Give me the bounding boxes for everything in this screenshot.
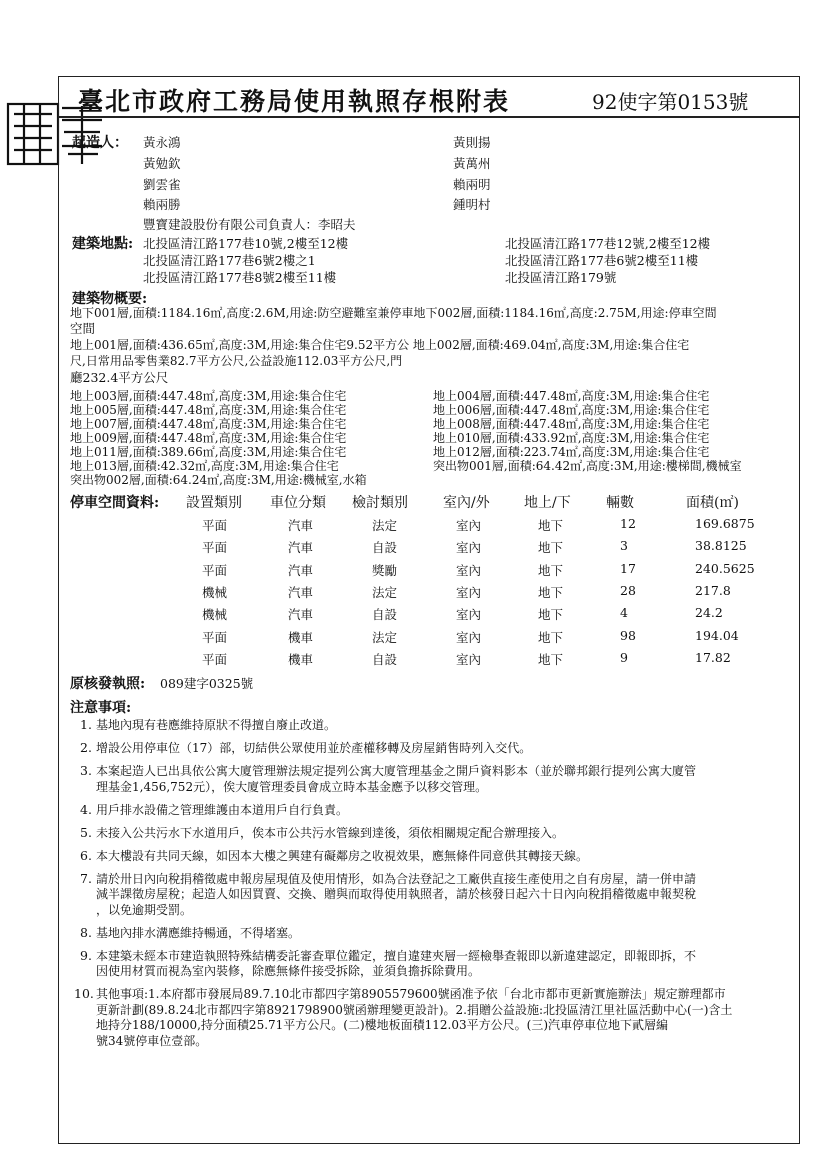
cell-area: 217.8 (695, 582, 731, 598)
cell-setup-type: 平面 (202, 540, 228, 556)
cell-area: 17.82 (695, 649, 731, 665)
floor-entry: 地上004層,面積:447.48㎡,高度:3M,用途:集合住宅 (433, 389, 710, 403)
note-number: 2. (80, 740, 92, 755)
cell-setup-type: 平面 (202, 562, 228, 578)
applicant-name: 黃則揚 (453, 135, 491, 150)
cell-above-below: 地下 (538, 651, 564, 667)
cell-indoor-outdoor: 室內 (456, 629, 482, 645)
cell-indoor-outdoor: 室內 (456, 518, 482, 533)
cell-count: 17 (620, 560, 636, 576)
basement-floors-line: 空間 (70, 321, 96, 336)
applicant-name: 黃萬州 (453, 156, 491, 171)
site-label: 建築地點: (72, 236, 134, 252)
note-text-line: 減半課徵房屋稅；起造人如因買賣、交換、贈與而取得使用執照者，請於核發日起六十日內向稅捐稽徵處申報契稅 (96, 887, 697, 901)
note-number: 8. (80, 924, 92, 940)
cell-area: 24.2 (695, 605, 723, 621)
cell-review-type: 法定 (372, 584, 398, 600)
site-address: 北投區清江路177巷10號,2樓至12樓 (143, 236, 349, 251)
note-number: 7. (80, 870, 92, 886)
cell-above-below: 地下 (538, 562, 564, 578)
note-text-line: 本大樓設有共同天線，如因本大樓之興建有礙鄰房之收視效果，應無條件同意供其轉接天線。 (96, 848, 589, 863)
floor-entry: 地上003層,面積:447.48㎡,高度:3M,用途:集合住宅 (70, 389, 347, 403)
cell-count: 4 (620, 605, 628, 621)
cell-setup-type: 平面 (202, 518, 228, 533)
parking-label: 停車空間資料: (70, 495, 160, 511)
parking-header: 設置類別 (186, 495, 242, 511)
note-text-line: 其他事項:1.本府都市發展局89.7.10北市都四字第8905579600號函准予依「台北市都市更新實施辦法」規定辦理都市 (96, 987, 726, 1001)
cell-count: 98 (620, 627, 636, 643)
floor-entry: 地上006層,面積:447.48㎡,高度:3M,用途:集合住宅 (433, 403, 710, 417)
cell-count: 9 (620, 649, 628, 665)
cell-count: 12 (620, 516, 636, 531)
note-number: 1. (80, 717, 92, 732)
floor-entry: 地上008層,面積:447.48㎡,高度:3M,用途:集合住宅 (433, 417, 710, 431)
note-number: 5. (80, 824, 92, 840)
cell-review-type: 自設 (372, 651, 398, 667)
cell-count: 3 (620, 538, 628, 554)
applicant-name: 鍾明村 (453, 197, 491, 212)
cell-indoor-outdoor: 室內 (456, 651, 482, 667)
original-permit-label: 原核發執照: (70, 676, 146, 692)
note-text-line: ，以免逾期受罰。 (96, 902, 193, 917)
floor-entry: 突出物001層,面積:64.42㎡,高度:3M,用途:樓梯間,機械室 (433, 459, 742, 473)
note-text-line: 未接入公共污水下水道用戶，俟本市公共污水管線到達後，須依相關規定配合辦理接入。 (96, 825, 565, 840)
cell-area: 240.5625 (695, 560, 755, 576)
cell-above-below: 地下 (538, 540, 564, 556)
note-text-line: 用戶排水設備之管理維護由本道用戶自行負責。 (96, 802, 349, 817)
note-text-line: 因使用材質而視為室內裝修，除應無條件接受拆除，並須負擔拆除費用。 (96, 964, 481, 978)
floor-entry: 地上013層,面積:42.32㎡,高度:3M,用途:集合住宅 (70, 459, 339, 473)
site-address: 北投區清江路177巷6號2樓之1 (143, 253, 316, 268)
cell-vehicle-type: 機車 (288, 651, 314, 667)
cell-above-below: 地下 (538, 518, 564, 533)
cell-count: 28 (620, 582, 636, 598)
applicant-name: 黃永鴻 (143, 135, 181, 150)
floor-entry: 地上012層,面積:223.74㎡,高度:3M,用途:集合住宅 (433, 445, 710, 459)
cell-setup-type: 機械 (202, 607, 228, 623)
site-address: 北投區清江路177巷12號,2樓至12樓 (505, 236, 711, 251)
floor-entry: 地上010層,面積:433.92㎡,高度:3M,用途:集合住宅 (433, 431, 710, 445)
floor-entry: 地上011層,面積:389.66㎡,高度:3M,用途:集合住宅 (70, 445, 347, 459)
parking-header: 輛數 (606, 495, 634, 511)
note-number: 3. (80, 763, 92, 778)
applicant-name: 賴兩勝 (143, 197, 181, 212)
note-text-line: 基地內排水溝應維持暢通，不得堵塞。 (96, 925, 301, 940)
cell-area: 169.6875 (695, 516, 755, 531)
site-address: 北投區清江路177巷6號2樓至11樓 (505, 253, 699, 268)
cell-review-type: 自設 (372, 540, 398, 556)
cell-area: 194.04 (695, 627, 739, 643)
cell-review-type: 獎勵 (372, 562, 398, 578)
floor-entry: 地上007層,面積:447.48㎡,高度:3M,用途:集合住宅 (70, 417, 347, 431)
applicant-name: 劉雲雀 (143, 177, 181, 192)
floor-entry: 地上005層,面積:447.48㎡,高度:3M,用途:集合住宅 (70, 403, 347, 417)
first-floor-line: 廳232.4平方公尺 (70, 370, 169, 385)
note-text-line: 地持分188/10000,持分面積25.71平方公尺。(二)樓地板面積112.03平方公尺。(三)汽車停車位地下貳層編 (96, 1018, 669, 1032)
note-number: 9. (80, 947, 92, 963)
cell-vehicle-type: 汽車 (288, 518, 314, 533)
note-text-line: 更新計劃(89.8.24北市都四字第8921798900號函辦理變更設計)。2.捐贈公益設施:北投區清江里社區活動中心(一)含土 (96, 1002, 733, 1017)
cell-above-below: 地下 (538, 629, 564, 645)
cell-indoor-outdoor: 室內 (456, 584, 482, 600)
cell-vehicle-type: 汽車 (288, 584, 314, 600)
permit-number: 92使字第0153號 (592, 90, 749, 114)
note-text-line: 請於卅日內向稅捐稽徵處申報房屋現值及使用情形，如為合法登記之工廠供直接生產使用之自有房屋，請一併申請 (96, 871, 697, 886)
note-number: 4. (80, 801, 92, 817)
note-number: 6. (80, 847, 92, 863)
document-title: 臺北市政府工務局使用執照存根附表 (78, 87, 511, 116)
cell-vehicle-type: 汽車 (288, 562, 314, 578)
applicant-label: 起造人： (72, 135, 128, 151)
applicant-name: 黃勉欽 (143, 156, 181, 171)
parking-header: 檢討類別 (352, 495, 408, 511)
applicant-company: 豐寶建設股份有限公司負責人：李昭夫 (143, 217, 356, 232)
cell-area: 38.8125 (695, 538, 747, 554)
basement-floors-line: 地下001層,面積:1184.16㎡,高度:2.6M,用途:防空避難室兼停車地下002層,面積:1184.16㎡,高度:2.75M,用途:停車空間 (70, 306, 717, 320)
original-permit-value: 089建字0325號 (160, 676, 254, 691)
floor-entry: 地上009層,面積:447.48㎡,高度:3M,用途:集合住宅 (70, 431, 347, 445)
cell-above-below: 地下 (538, 584, 564, 600)
parking-header: 地上/下 (524, 495, 571, 511)
note-text-line: 理基金1,456,752元），俟大廈管理委員會成立時本基金應予以移交管理。 (96, 779, 488, 794)
cell-vehicle-type: 機車 (288, 629, 314, 645)
applicant-name: 賴兩明 (453, 177, 491, 192)
cell-setup-type: 平面 (202, 651, 228, 667)
first-floor-line: 地上001層,面積:436.65㎡,高度:3M,用途:集合住宅9.52平方公 地上002層,面積:469.04㎡,高度:3M,用途:集合住宅 (70, 338, 690, 352)
cell-vehicle-type: 汽車 (288, 540, 314, 556)
note-number: 10. (74, 986, 94, 1001)
note-text-line: 號34號停車位壹部。 (96, 1033, 208, 1048)
parking-header: 面積(㎡) (686, 495, 739, 511)
note-text-line: 本建築未經本市建造執照特殊結構委託審查單位鑑定，擅自違建夾層一經檢舉查報即以新違建認定，即報即拆，不 (96, 948, 697, 963)
cell-setup-type: 平面 (202, 629, 228, 645)
cell-vehicle-type: 汽車 (288, 607, 314, 623)
site-address: 北投區清江路179號 (505, 270, 617, 285)
cell-review-type: 法定 (372, 518, 398, 533)
first-floor-line: 尺,日常用品零售業82.7平方公尺,公益設施112.03平方公尺,門 (70, 354, 403, 368)
cell-indoor-outdoor: 室內 (456, 540, 482, 556)
notes-label: 注意事項: (70, 700, 132, 716)
site-address: 北投區清江路177巷8號2樓至11樓 (143, 270, 337, 285)
cell-indoor-outdoor: 室內 (456, 562, 482, 578)
cell-indoor-outdoor: 室內 (456, 607, 482, 623)
cell-review-type: 法定 (372, 629, 398, 645)
cell-above-below: 地下 (538, 607, 564, 623)
parking-header: 室內/外 (443, 495, 490, 511)
note-text-line: 增設公用停車位（17）部，切結供公眾使用並於產權移轉及房屋銷售時列入交代。 (96, 741, 532, 755)
note-text-line: 基地內現有巷應維持原狀不得擅自廢止改道。 (96, 718, 337, 732)
floor-entry: 突出物002層,面積:64.24㎡,高度:3M,用途:機械室,水箱 (70, 473, 367, 487)
overview-label: 建築物概要: (72, 291, 148, 307)
parking-header: 車位分類 (270, 495, 326, 511)
cell-review-type: 自設 (372, 607, 398, 623)
cell-setup-type: 機械 (202, 584, 228, 600)
note-text-line: 本案起造人已出具依公寓大廈管理辦法規定提列公寓大廈管理基金之開戶資料影本（並於聯邦銀行提列公寓大廈管 (96, 764, 697, 778)
